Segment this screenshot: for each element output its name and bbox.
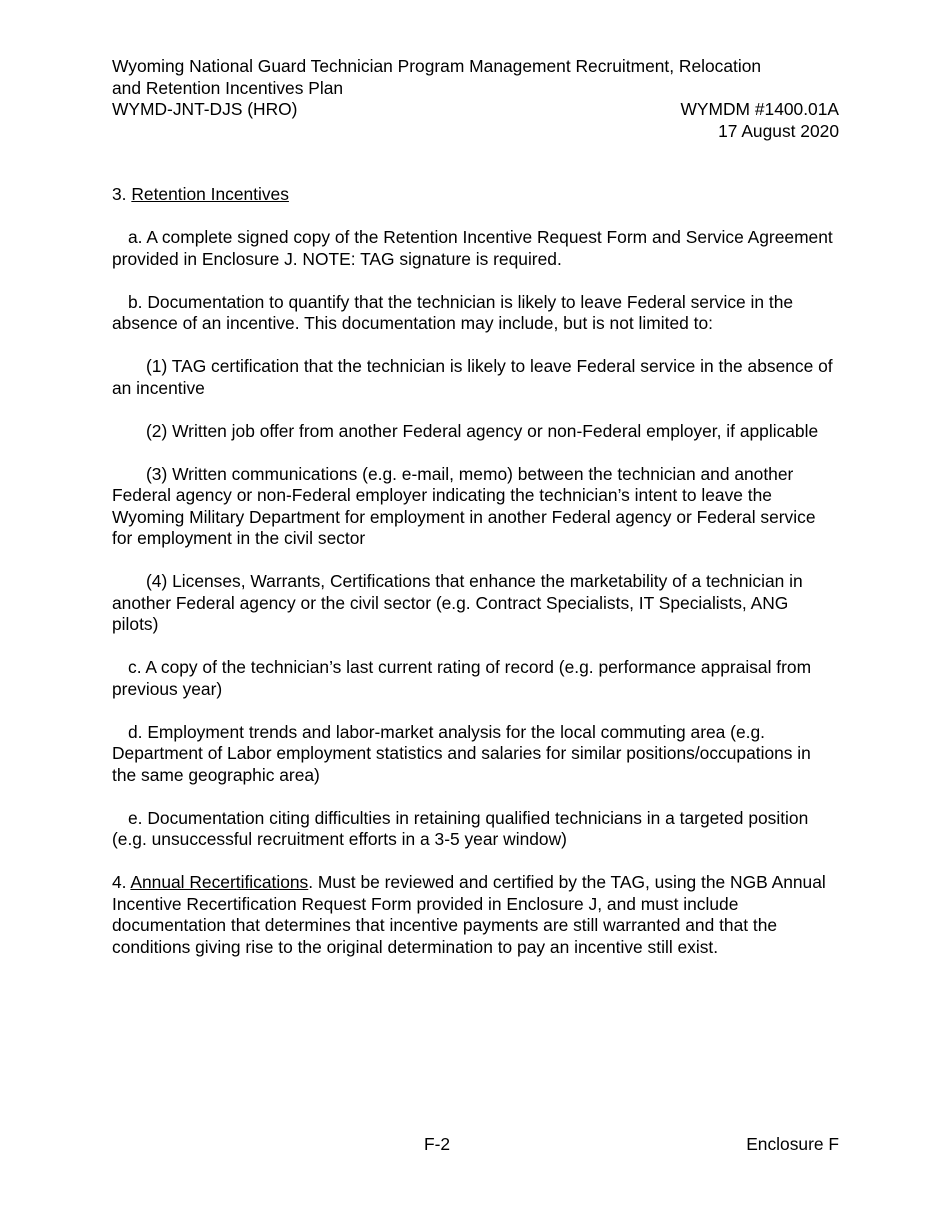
paragraph-3c: c. A copy of the technician’s last current rating of record (e.g. performance appraisal from previous year) (112, 657, 812, 699)
office-symbol: WYMD-JNT-DJS (HRO) (112, 99, 298, 119)
section-3-number: 3. (112, 184, 132, 204)
document-body (112, 184, 839, 980)
header-title-line-2: and Retention Incentives Plan (112, 77, 344, 98)
section-4-number: 4. (112, 872, 131, 892)
page-header (112, 56, 839, 142)
paragraph-3e: e. Documentation citing difficulties in retaining qualified technicians in a targeted position (e.g. unsuccessful recruitment efforts in a 3-5 year window) (112, 807, 809, 849)
paragraph-3b3: (3) Written communications (e.g. e-mail, memo) between the technician and another Federal agency or non-Federal employer indicating the technician’s intent to leave the Wyoming Military Department for employment in another Federal agency or Federal service for employment in the civil sector (112, 463, 816, 548)
document-date: 17 August 2020 (718, 120, 839, 141)
document-number: WYMDM #1400.01A (680, 99, 839, 119)
header-row (112, 99, 839, 121)
paragraph-3b: b. Documentation to quantify that the technician is likely to leave Federal service in the absence of an incentive. This documentation may include, but is not limited to: (112, 291, 794, 333)
paragraph-3a: a. A complete signed copy of the Retention Incentive Request Form and Service Agreement provided in Enclosure J. NOTE: TAG signature is required. (112, 227, 833, 269)
paragraph-3b4: (4) Licenses, Warrants, Certifications that enhance the marketability of a technician in another Federal agency or the civil sector (e.g. Contract Specialists, IT Specialists, ANG pilots) (112, 571, 803, 634)
section-4-paragraph (112, 872, 839, 958)
paragraph-3b1: (1) TAG certification that the technician is likely to leave Federal service in the absence of an incentive (112, 356, 833, 398)
header-title-line-1: Wyoming National Guard Technician Program Management Recruitment, Relocation (112, 56, 762, 76)
page-footer (112, 1134, 839, 1156)
paragraph-3b2: (2) Written job offer from another Federal agency or non-Federal employer, if applicable (146, 420, 819, 441)
section-3-title: Retention Incentives (131, 184, 289, 204)
page-number: F-2 (424, 1134, 451, 1154)
section-4-body: . Must be reviewed and certified by the TAG, using the NGB Annual Incentive Recertification Request Form provided in Enclosure J, and must include documentation that determines that incentive payments are still warranted and that the conditions giving rise to the original determination to pay an incentive still exist. (112, 872, 826, 957)
section-4-title: Annual Recertifications (130, 872, 309, 892)
paragraph-3d: d. Employment trends and labor-market analysis for the local commuting area (e.g. Department of Labor employment statistics and salaries for similar positions/occupations in the same geographic area) (112, 721, 811, 785)
enclosure-label: Enclosure F (746, 1134, 839, 1154)
section-3-heading (112, 184, 839, 206)
